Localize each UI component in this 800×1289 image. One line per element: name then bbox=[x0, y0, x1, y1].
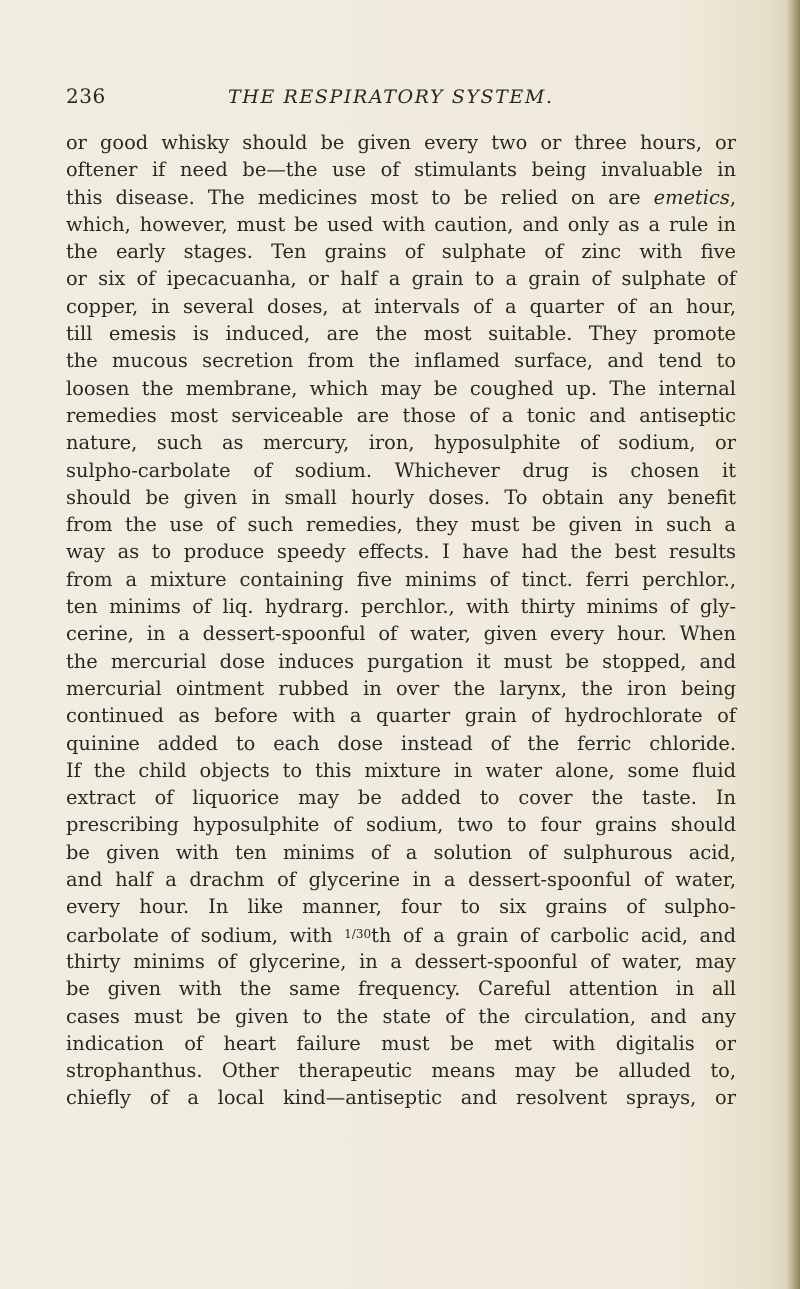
text-line: indication of heart failure must be met with digitalis or bbox=[66, 1031, 736, 1055]
body-text bbox=[66, 129, 736, 1112]
text-line: sulpho-carbolate of sodium. Whichever drug is chosen it bbox=[66, 458, 736, 482]
fraction: 1/30 bbox=[344, 926, 372, 941]
text-line: from the use of such remedies, they must be given in such a bbox=[66, 513, 736, 537]
text-line: way as to produce speedy effects. I have had the best results bbox=[66, 540, 736, 564]
text-line: thirty minims of glycerine, in a dessert-spoonful of water, may bbox=[66, 949, 736, 973]
text-line: oftener if need be—the use of stimulants being invaluable in bbox=[66, 158, 736, 182]
text-line: continued as before with a quarter grain of hydrochlorate of bbox=[66, 704, 736, 728]
text-line: till emesis is induced, are the most suitable. They promote bbox=[66, 322, 736, 346]
text-line: should be given in small hourly doses. To obtain any benefit bbox=[66, 485, 736, 509]
running-head: THE RESPIRATORY SYSTEM. bbox=[228, 86, 554, 108]
text-line: mercurial ointment rubbed in over the larynx, the iron being bbox=[66, 676, 736, 700]
text-line: copper, in several doses, at intervals of a quarter of an hour, bbox=[66, 294, 736, 318]
text-line: extract of liquorice may be added to cover the taste. In bbox=[66, 786, 736, 810]
text-line: from a mixture containing five minims of tinct. ferri perchlor., bbox=[66, 567, 736, 591]
text-line: remedies most serviceable are those of a tonic and antiseptic bbox=[66, 403, 736, 427]
text-line: cases must be given to the state of the circulation, and any bbox=[66, 1004, 736, 1028]
text-line: If the child objects to this mixture in water alone, some fluid bbox=[66, 758, 736, 782]
text-line: quinine added to each dose instead of the ferric chloride. bbox=[66, 731, 736, 755]
text-line: the early stages. Ten grains of sulphate of zinc with five bbox=[66, 240, 736, 264]
text-line: prescribing hyposulphite of sodium, two to four grains should bbox=[66, 813, 736, 837]
text-line: or good whisky should be given every two or three hours, or bbox=[66, 131, 736, 154]
text-line: cerine, in a dessert-spoonful of water, given every hour. When bbox=[66, 622, 736, 646]
text-line: be given with ten minims of a solution of sulphurous acid, bbox=[66, 840, 736, 864]
text-line: be given with the same frequency. Careful attention in all bbox=[66, 977, 736, 1001]
text-line: and half a drachm of glycerine in a dessert-spoonful of water, bbox=[66, 868, 736, 892]
text-line: the mucous secretion from the inflamed surface, and tend to bbox=[66, 349, 736, 373]
text-line: which, however, must be used with caution, and only as a rule in bbox=[66, 212, 736, 236]
text-line: nature, such as mercury, iron, hyposulphite of sodium, or bbox=[66, 431, 736, 455]
text-line: or six of ipecacuanha, or half a grain to a grain of sulphate of bbox=[66, 267, 736, 291]
page-number: 236 bbox=[66, 84, 106, 108]
text-line: every hour. In like manner, four to six grains of sulpho- bbox=[66, 895, 736, 919]
text-line: carbolate of sodium, with $^{1/30}$th of a grain of carbolic acid, and bbox=[66, 923, 737, 947]
text-line: strophanthus. Other therapeutic means may be alluded to, bbox=[66, 1059, 736, 1083]
text-line: this disease. The medicines most to be relied on are emetics, bbox=[66, 185, 736, 209]
text-line: ten minims of liq. hydrarg. perchlor., with thirty minims of gly- bbox=[66, 595, 736, 619]
text-line: chiefly of a local kind—antiseptic and resolvent sprays, or bbox=[66, 1086, 736, 1110]
emphasis: emetics bbox=[653, 185, 730, 209]
text-line: loosen the membrane, which may be coughed up. The internal bbox=[66, 376, 736, 400]
page-header bbox=[66, 84, 756, 114]
page-edge-shadow bbox=[786, 0, 800, 1289]
text-line: the mercurial dose induces purgation it must be stopped, and bbox=[66, 649, 736, 673]
